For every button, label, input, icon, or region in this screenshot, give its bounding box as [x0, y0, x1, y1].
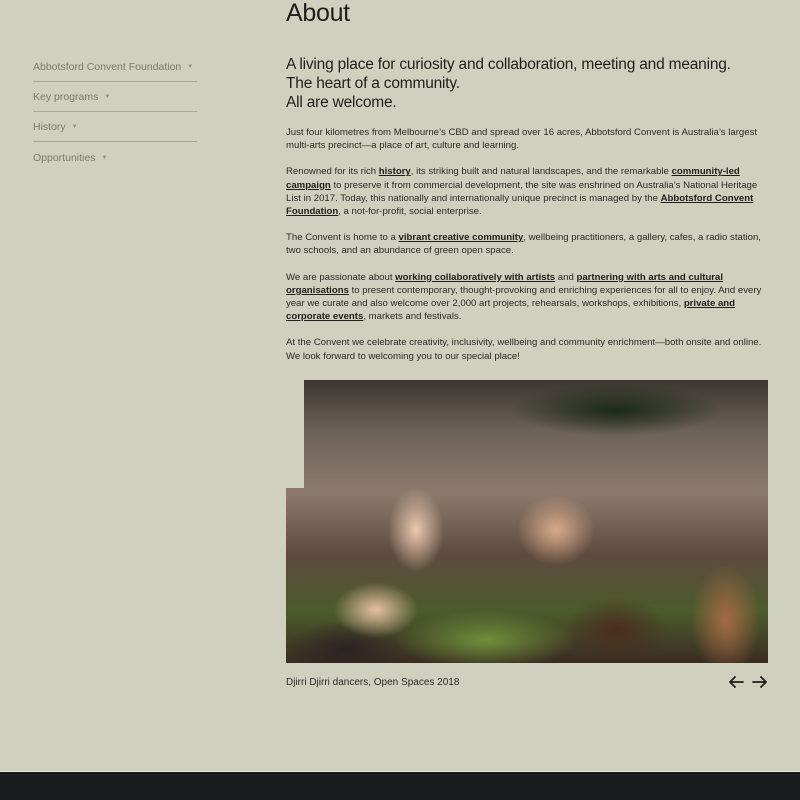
caret-down-icon: ▼ [101, 154, 108, 161]
sidebar-item-label: History [33, 121, 66, 133]
next-image-button[interactable] [752, 674, 768, 690]
text: We are passionate about [286, 271, 396, 283]
sidebar-item-history[interactable] [33, 112, 197, 142]
sidebar-item-label: Abbotsford Convent Foundation [33, 61, 182, 73]
caret-down-icon: ▼ [187, 64, 194, 70]
paragraph-intro: Just four kilometres from Melbourne’s CBD and spread over 16 acres, Abbotsford Convent is Australia’s largest multi-arts precinct—a place of art, culture and learning. [286, 127, 758, 152]
text: , its striking built and natural landscapes, and the remarkable [410, 166, 672, 178]
dancers-photo [286, 380, 768, 663]
sidebar-item-label: Key programs [33, 91, 99, 103]
text: to present contemporary, thought-provoking and enriching experiences for all to enjoy. And every year we curate and also welcome over 2,000 art projects, rehearsals, workshops, exhibitions, [286, 284, 762, 310]
lede-line: The heart of a community. [286, 75, 460, 92]
lede-line: All are welcome. [286, 94, 397, 111]
image-caption: Djirri Djirri dancers, Open Spaces 2018 [286, 676, 460, 688]
sidebar-item-label: Opportunities [33, 151, 96, 164]
paragraph-community [286, 231, 768, 257]
sidebar-item-opportunities[interactable] [33, 142, 197, 172]
sidebar-nav [33, 52, 197, 172]
arrow-right-icon [752, 675, 768, 689]
partnering-organisations-link[interactable]: partnering with arts and cultural organisations [286, 271, 724, 296]
main-content [286, 0, 768, 376]
private-corporate-events-link[interactable]: private and corporate events [286, 298, 735, 323]
gallery-caption-row [286, 674, 768, 690]
paragraph-welcome: At the Convent we celebrate creativity, inclusivity, wellbeing and community enrichment—both onsite and online. We look forward to welcoming you to our special place! [286, 337, 762, 362]
page-title: About [286, 0, 350, 27]
sidebar-item-abbotsford-convent-foundation[interactable] [33, 52, 197, 82]
text: to preserve it from commercial development, the site was enshrined on Australia’s National Heritage List in 2017. Today, this nationally and internationally unique precinct is managed by the [286, 179, 758, 204]
prev-image-button[interactable] [728, 674, 744, 690]
community-led-campaign-link[interactable]: community-led campaign [286, 166, 740, 191]
vibrant-creative-community-link[interactable]: vibrant creative community [398, 232, 524, 244]
text: , markets and festivals. [363, 311, 462, 323]
abbotsford-convent-foundation-link[interactable]: Abbotsford Convent Foundation [286, 192, 754, 218]
site-footer [0, 771, 800, 800]
text: , a not-for-profit, social enterprise. [338, 206, 482, 218]
text: The Convent is home to a [286, 232, 399, 244]
caret-down-icon: ▼ [71, 124, 78, 130]
paragraph-history [286, 165, 768, 218]
body-text [286, 126, 768, 363]
caret-down-icon: ▼ [104, 94, 111, 100]
lede-line: A living place for curiosity and collaboration, meeting and meaning. [286, 56, 731, 73]
arrow-left-icon [728, 675, 744, 689]
history-link[interactable]: history [378, 166, 411, 178]
working-with-artists-link[interactable]: working collaboratively with artists [395, 271, 556, 283]
text: Renowned for its rich [286, 166, 379, 178]
gallery-image [286, 380, 768, 663]
sidebar-item-key-programs[interactable] [33, 82, 197, 112]
paragraph-passion [286, 271, 768, 324]
text: and [555, 271, 577, 283]
gallery-nav [728, 674, 768, 690]
lede [286, 55, 768, 112]
text: , wellbeing practitioners, a gallery, cafes, a radio station, two schools, and an abundance of green open space. [286, 232, 761, 257]
